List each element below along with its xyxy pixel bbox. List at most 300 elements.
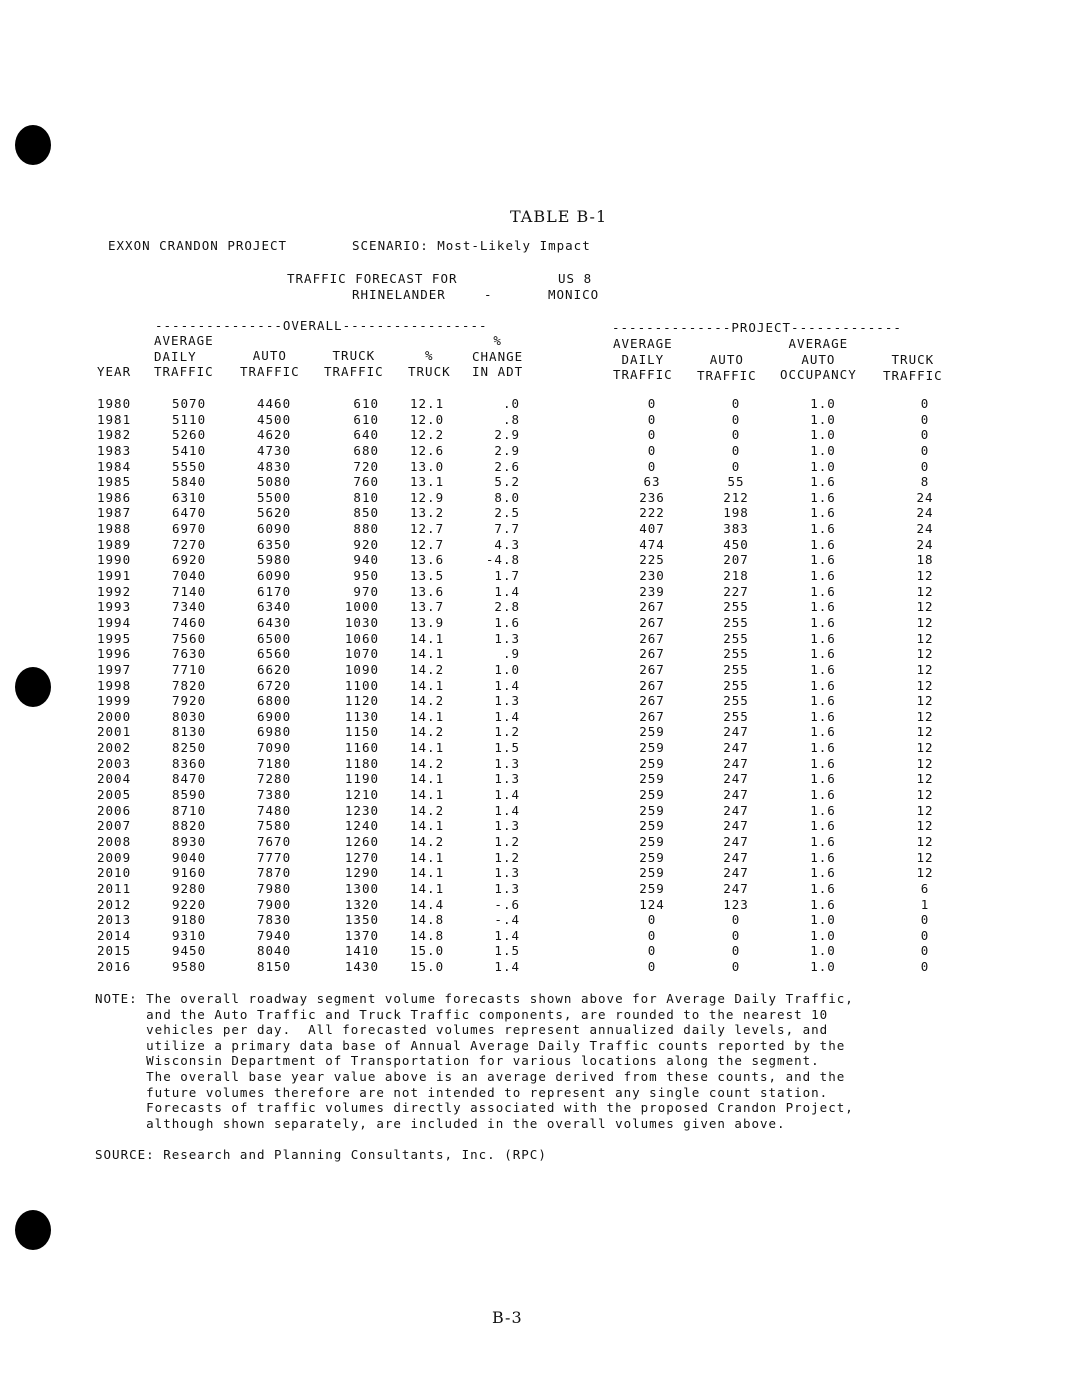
- forecast-table-body: [0, 396, 1069, 975]
- cell-auto-traffic: 6090: [257, 521, 292, 537]
- header-auto-traffic: AUTO TRAFFIC: [240, 348, 300, 379]
- cell-percent-change-adt: 1.5: [494, 740, 520, 756]
- cell-percent-truck: 13.6: [410, 552, 445, 568]
- cell-project-average-auto-occupancy: 1.6: [810, 802, 836, 818]
- cell-average-daily-traffic: 7340: [172, 599, 207, 615]
- cell-average-daily-traffic: 7710: [172, 661, 207, 677]
- cell-project-truck-traffic: 24: [916, 521, 934, 537]
- cell-year: 1991: [97, 568, 132, 584]
- cell-percent-change-adt: 1.2: [494, 833, 520, 849]
- cell-project-average-auto-occupancy: 1.6: [810, 708, 836, 724]
- cell-year: 1999: [97, 693, 132, 709]
- cell-average-daily-traffic: 7270: [172, 536, 207, 552]
- cell-project-auto-traffic: 247: [723, 755, 749, 771]
- cell-project-average-daily-traffic: 267: [639, 693, 665, 709]
- header-project-average-daily-traffic: AVERAGE DAILY TRAFFIC: [613, 336, 673, 382]
- cell-auto-traffic: 4730: [257, 442, 292, 458]
- table-row: [0, 803, 1069, 819]
- cell-truck-traffic: 720: [353, 458, 379, 474]
- table-row: [0, 662, 1069, 678]
- cell-average-daily-traffic: 8130: [172, 724, 207, 740]
- cell-project-average-daily-traffic: 267: [639, 661, 665, 677]
- cell-auto-traffic: 5080: [257, 474, 292, 490]
- cell-project-truck-traffic: 12: [916, 646, 934, 662]
- cell-project-auto-traffic: 255: [723, 599, 749, 615]
- cell-average-daily-traffic: 8360: [172, 755, 207, 771]
- table-row: [0, 552, 1069, 568]
- cell-project-average-daily-traffic: 0: [647, 943, 657, 959]
- cell-project-average-daily-traffic: 407: [639, 521, 665, 537]
- header-year: YEAR: [97, 364, 132, 379]
- table-row: [0, 740, 1069, 756]
- cell-project-truck-traffic: 18: [916, 552, 934, 568]
- cell-project-auto-traffic: 55: [727, 474, 745, 490]
- cell-auto-traffic: 8150: [257, 959, 292, 975]
- cell-year: 1995: [97, 630, 132, 646]
- cell-average-daily-traffic: 6310: [172, 489, 207, 505]
- cell-project-auto-traffic: 255: [723, 708, 749, 724]
- cell-percent-truck: 12.7: [410, 521, 445, 537]
- cell-average-daily-traffic: 7140: [172, 583, 207, 599]
- table-row: [0, 412, 1069, 428]
- forecast-start-location: RHINELANDER: [352, 287, 446, 302]
- cell-auto-traffic: 8040: [257, 943, 292, 959]
- cell-auto-traffic: 6620: [257, 661, 292, 677]
- cell-auto-traffic: 7380: [257, 787, 292, 803]
- cell-percent-change-adt: 4.3: [494, 536, 520, 552]
- cell-percent-truck: 12.9: [410, 489, 445, 505]
- cell-project-truck-traffic: 12: [916, 833, 934, 849]
- route-name: US 8: [558, 271, 593, 286]
- cell-project-truck-traffic: 24: [916, 536, 934, 552]
- cell-project-auto-traffic: 247: [723, 724, 749, 740]
- cell-year: 2015: [97, 943, 132, 959]
- cell-percent-change-adt: 2.5: [494, 505, 520, 521]
- cell-percent-change-adt: 1.3: [494, 818, 520, 834]
- cell-percent-truck: 12.1: [410, 396, 445, 411]
- cell-auto-traffic: 4620: [257, 427, 292, 443]
- cell-percent-truck: 14.1: [410, 771, 445, 787]
- cell-project-auto-traffic: 247: [723, 740, 749, 756]
- cell-project-average-daily-traffic: 267: [639, 677, 665, 693]
- cell-project-average-daily-traffic: 0: [647, 442, 657, 458]
- cell-project-auto-traffic: 247: [723, 802, 749, 818]
- cell-project-average-auto-occupancy: 1.0: [810, 943, 836, 959]
- cell-project-truck-traffic: 1: [920, 896, 930, 912]
- table-row: [0, 771, 1069, 787]
- cell-auto-traffic: 6900: [257, 708, 292, 724]
- cell-project-truck-traffic: 12: [916, 724, 934, 740]
- cell-percent-truck: 13.7: [410, 599, 445, 615]
- cell-project-average-auto-occupancy: 1.6: [810, 552, 836, 568]
- table-row: [0, 521, 1069, 537]
- cell-truck-traffic: 610: [353, 396, 379, 411]
- cell-truck-traffic: 940: [353, 552, 379, 568]
- cell-year: 1983: [97, 442, 132, 458]
- cell-project-auto-traffic: 255: [723, 693, 749, 709]
- table-row: [0, 724, 1069, 740]
- source-line: SOURCE: Research and Planning Consultants, Inc. (RPC): [95, 1147, 547, 1162]
- cell-auto-traffic: 7480: [257, 802, 292, 818]
- cell-project-average-daily-traffic: 259: [639, 724, 665, 740]
- cell-year: 2002: [97, 740, 132, 756]
- cell-project-truck-traffic: 24: [916, 505, 934, 521]
- cell-average-daily-traffic: 5110: [172, 411, 207, 427]
- cell-project-average-daily-traffic: 259: [639, 771, 665, 787]
- table-title: TABLE B-1: [510, 207, 608, 226]
- cell-truck-traffic: 1350: [344, 912, 379, 928]
- cell-percent-change-adt: 1.4: [494, 787, 520, 803]
- cell-average-daily-traffic: 5840: [172, 474, 207, 490]
- cell-project-average-daily-traffic: 259: [639, 802, 665, 818]
- note-line: Forecasts of traffic volumes directly associated with the proposed Crandon Project,: [95, 1100, 854, 1116]
- table-row: [0, 959, 1069, 975]
- cell-percent-truck: 14.2: [410, 661, 445, 677]
- cell-year: 2008: [97, 833, 132, 849]
- table-row: [0, 693, 1069, 709]
- cell-percent-change-adt: 1.4: [494, 959, 520, 975]
- cell-project-truck-traffic: 12: [916, 708, 934, 724]
- table-row: [0, 897, 1069, 913]
- cell-project-average-auto-occupancy: 1.0: [810, 912, 836, 928]
- cell-truck-traffic: 1370: [344, 927, 379, 943]
- cell-project-auto-traffic: 255: [723, 677, 749, 693]
- cell-year: 2010: [97, 865, 132, 881]
- cell-percent-change-adt: 8.0: [494, 489, 520, 505]
- cell-project-average-auto-occupancy: 1.6: [810, 755, 836, 771]
- cell-auto-traffic: 7090: [257, 740, 292, 756]
- cell-percent-truck: 12.6: [410, 442, 445, 458]
- cell-percent-truck: 13.9: [410, 614, 445, 630]
- note-line: NOTE: The overall roadway segment volume forecasts shown above for Average Daily Traffic,: [95, 991, 854, 1006]
- cell-average-daily-traffic: 8470: [172, 771, 207, 787]
- cell-percent-truck: 14.2: [410, 693, 445, 709]
- cell-project-average-daily-traffic: 0: [647, 927, 657, 943]
- cell-project-average-auto-occupancy: 1.6: [810, 583, 836, 599]
- cell-project-average-auto-occupancy: 1.0: [810, 411, 836, 427]
- cell-auto-traffic: 6340: [257, 599, 292, 615]
- cell-average-daily-traffic: 5550: [172, 458, 207, 474]
- cell-project-auto-traffic: 247: [723, 818, 749, 834]
- cell-year: 1993: [97, 599, 132, 615]
- cell-truck-traffic: 1160: [344, 740, 379, 756]
- cell-auto-traffic: 7280: [257, 771, 292, 787]
- cell-project-auto-traffic: 218: [723, 568, 749, 584]
- cell-project-average-daily-traffic: 0: [647, 396, 657, 411]
- note-line: although shown separately, are included in the overall volumes given above.: [95, 1115, 786, 1131]
- cell-project-average-auto-occupancy: 1.6: [810, 677, 836, 693]
- cell-auto-traffic: 7830: [257, 912, 292, 928]
- table-row: [0, 912, 1069, 928]
- cell-year: 2014: [97, 927, 132, 943]
- cell-percent-change-adt: 1.4: [494, 927, 520, 943]
- cell-percent-truck: 14.1: [410, 646, 445, 662]
- cell-percent-change-adt: 5.2: [494, 474, 520, 490]
- cell-percent-change-adt: 1.7: [494, 568, 520, 584]
- cell-average-daily-traffic: 8250: [172, 740, 207, 756]
- cell-percent-change-adt: -4.8: [485, 552, 520, 568]
- note-line: and the Auto Traffic and Truck Traffic components, are rounded to the nearest 10: [95, 1006, 829, 1022]
- cell-project-average-daily-traffic: 0: [647, 427, 657, 443]
- cell-truck-traffic: 1180: [344, 755, 379, 771]
- note-line: vehicles per day. All forecasted volumes represent annualized daily levels, and: [95, 1022, 829, 1038]
- cell-year: 1996: [97, 646, 132, 662]
- cell-percent-change-adt: 7.7: [494, 521, 520, 537]
- cell-project-auto-traffic: 0: [731, 959, 741, 975]
- cell-project-auto-traffic: 0: [731, 427, 741, 443]
- cell-percent-change-adt: .8: [502, 411, 520, 427]
- cell-truck-traffic: 1410: [344, 943, 379, 959]
- cell-auto-traffic: 5500: [257, 489, 292, 505]
- cell-project-truck-traffic: 12: [916, 677, 934, 693]
- cell-project-truck-traffic: 12: [916, 630, 934, 646]
- cell-year: 1994: [97, 614, 132, 630]
- cell-project-truck-traffic: 0: [920, 396, 930, 411]
- cell-truck-traffic: 880: [353, 521, 379, 537]
- cell-project-truck-traffic: 12: [916, 583, 934, 599]
- cell-percent-change-adt: .9: [502, 646, 520, 662]
- cell-percent-change-adt: 1.4: [494, 583, 520, 599]
- cell-average-daily-traffic: 9280: [172, 880, 207, 896]
- cell-average-daily-traffic: 7460: [172, 614, 207, 630]
- cell-project-average-auto-occupancy: 1.6: [810, 880, 836, 896]
- cell-percent-truck: 14.2: [410, 724, 445, 740]
- cell-project-average-daily-traffic: 267: [639, 646, 665, 662]
- cell-percent-truck: 14.1: [410, 880, 445, 896]
- header-project-auto-traffic: AUTO TRAFFIC: [697, 352, 757, 383]
- note-line: The overall base year value above is an average derived from these counts, and the: [95, 1068, 846, 1084]
- cell-average-daily-traffic: 6920: [172, 552, 207, 568]
- scenario-label: SCENARIO: Most-Likely Impact: [352, 238, 591, 253]
- cell-percent-truck: 15.0: [410, 959, 445, 975]
- cell-project-auto-traffic: 450: [723, 536, 749, 552]
- cell-auto-traffic: 7900: [257, 896, 292, 912]
- cell-truck-traffic: 1240: [344, 818, 379, 834]
- cell-project-truck-traffic: 12: [916, 849, 934, 865]
- cell-project-auto-traffic: 207: [723, 552, 749, 568]
- table-row: [0, 584, 1069, 600]
- cell-percent-change-adt: -.6: [494, 896, 520, 912]
- cell-project-truck-traffic: 6: [920, 880, 930, 896]
- cell-auto-traffic: 6090: [257, 568, 292, 584]
- cell-project-average-auto-occupancy: 1.6: [810, 833, 836, 849]
- cell-project-truck-traffic: 12: [916, 740, 934, 756]
- cell-auto-traffic: 7980: [257, 880, 292, 896]
- cell-project-truck-traffic: 12: [916, 818, 934, 834]
- cell-project-truck-traffic: 0: [920, 427, 930, 443]
- cell-auto-traffic: 5980: [257, 552, 292, 568]
- cell-percent-change-adt: 2.9: [494, 442, 520, 458]
- cell-auto-traffic: 4500: [257, 411, 292, 427]
- cell-percent-change-adt: 1.4: [494, 677, 520, 693]
- cell-year: 1990: [97, 552, 132, 568]
- cell-project-average-daily-traffic: 259: [639, 880, 665, 896]
- cell-average-daily-traffic: 5260: [172, 427, 207, 443]
- cell-percent-change-adt: 1.3: [494, 771, 520, 787]
- cell-project-average-auto-occupancy: 1.6: [810, 646, 836, 662]
- cell-project-average-auto-occupancy: 1.6: [810, 536, 836, 552]
- cell-average-daily-traffic: 9180: [172, 912, 207, 928]
- cell-project-auto-traffic: 247: [723, 849, 749, 865]
- cell-truck-traffic: 1070: [344, 646, 379, 662]
- cell-auto-traffic: 6350: [257, 536, 292, 552]
- cell-percent-change-adt: .0: [502, 396, 520, 411]
- cell-truck-traffic: 1430: [344, 959, 379, 975]
- cell-project-auto-traffic: 247: [723, 880, 749, 896]
- punch-hole-bottom: [15, 1210, 51, 1250]
- cell-project-average-auto-occupancy: 1.0: [810, 959, 836, 975]
- cell-percent-truck: 12.0: [410, 411, 445, 427]
- cell-year: 2007: [97, 818, 132, 834]
- cell-truck-traffic: 610: [353, 411, 379, 427]
- cell-project-average-daily-traffic: 222: [639, 505, 665, 521]
- cell-percent-truck: 14.1: [410, 677, 445, 693]
- cell-project-auto-traffic: 255: [723, 614, 749, 630]
- cell-percent-truck: 14.8: [410, 912, 445, 928]
- table-row: [0, 443, 1069, 459]
- cell-year: 1984: [97, 458, 132, 474]
- forecast-end-location: MONICO: [548, 287, 600, 302]
- cell-auto-traffic: 7770: [257, 849, 292, 865]
- cell-auto-traffic: 6800: [257, 693, 292, 709]
- cell-truck-traffic: 1100: [344, 677, 379, 693]
- cell-percent-change-adt: 1.6: [494, 614, 520, 630]
- cell-project-truck-traffic: 0: [920, 458, 930, 474]
- overall-section-banner: ---------------OVERALL-----------------: [155, 318, 488, 333]
- cell-project-average-auto-occupancy: 1.6: [810, 771, 836, 787]
- cell-truck-traffic: 1270: [344, 849, 379, 865]
- cell-auto-traffic: 4830: [257, 458, 292, 474]
- cell-project-auto-traffic: 255: [723, 630, 749, 646]
- cell-truck-traffic: 1260: [344, 833, 379, 849]
- cell-truck-traffic: 680: [353, 442, 379, 458]
- cell-truck-traffic: 1120: [344, 693, 379, 709]
- table-row: [0, 756, 1069, 772]
- cell-truck-traffic: 1150: [344, 724, 379, 740]
- cell-year: 2006: [97, 802, 132, 818]
- cell-average-daily-traffic: 5410: [172, 442, 207, 458]
- cell-year: 2004: [97, 771, 132, 787]
- table-row: [0, 850, 1069, 866]
- cell-project-average-auto-occupancy: 1.6: [810, 849, 836, 865]
- cell-auto-traffic: 7580: [257, 818, 292, 834]
- table-row: [0, 865, 1069, 881]
- cell-percent-truck: 14.1: [410, 740, 445, 756]
- cell-truck-traffic: 1030: [344, 614, 379, 630]
- header-percent-truck: % TRUCK: [408, 348, 451, 379]
- cell-year: 1988: [97, 521, 132, 537]
- cell-percent-change-adt: 1.5: [494, 943, 520, 959]
- cell-truck-traffic: 1000: [344, 599, 379, 615]
- cell-project-average-auto-occupancy: 1.6: [810, 614, 836, 630]
- cell-percent-truck: 13.2: [410, 505, 445, 521]
- table-row: [0, 678, 1069, 694]
- punch-hole-top: [15, 125, 51, 165]
- table-row: [0, 459, 1069, 475]
- cell-project-auto-traffic: 198: [723, 505, 749, 521]
- cell-auto-traffic: 6430: [257, 614, 292, 630]
- cell-truck-traffic: 850: [353, 505, 379, 521]
- cell-project-average-auto-occupancy: 1.6: [810, 489, 836, 505]
- cell-auto-traffic: 5620: [257, 505, 292, 521]
- cell-project-auto-traffic: 383: [723, 521, 749, 537]
- cell-project-truck-traffic: 0: [920, 959, 930, 975]
- cell-auto-traffic: 6170: [257, 583, 292, 599]
- cell-year: 2000: [97, 708, 132, 724]
- cell-truck-traffic: 970: [353, 583, 379, 599]
- cell-auto-traffic: 7870: [257, 865, 292, 881]
- cell-average-daily-traffic: 5070: [172, 396, 207, 411]
- cell-project-average-auto-occupancy: 1.6: [810, 787, 836, 803]
- cell-percent-truck: 13.6: [410, 583, 445, 599]
- cell-average-daily-traffic: 8930: [172, 833, 207, 849]
- cell-truck-traffic: 1060: [344, 630, 379, 646]
- cell-project-truck-traffic: 12: [916, 599, 934, 615]
- cell-year: 2011: [97, 880, 132, 896]
- cell-year: 1998: [97, 677, 132, 693]
- cell-project-average-auto-occupancy: 1.6: [810, 599, 836, 615]
- cell-project-average-auto-occupancy: 1.0: [810, 927, 836, 943]
- cell-auto-traffic: 6720: [257, 677, 292, 693]
- cell-percent-truck: 14.1: [410, 708, 445, 724]
- cell-percent-truck: 14.2: [410, 833, 445, 849]
- header-project-truck-traffic: TRUCK TRAFFIC: [883, 352, 943, 383]
- forecast-dash: -: [484, 287, 493, 302]
- cell-project-average-daily-traffic: 267: [639, 614, 665, 630]
- cell-percent-change-adt: 1.3: [494, 693, 520, 709]
- page-number: B-3: [492, 1308, 523, 1327]
- cell-project-auto-traffic: 0: [731, 442, 741, 458]
- table-row: [0, 881, 1069, 897]
- table-row: [0, 505, 1069, 521]
- cell-project-average-auto-occupancy: 1.0: [810, 396, 836, 411]
- cell-average-daily-traffic: 6970: [172, 521, 207, 537]
- cell-percent-change-adt: 1.2: [494, 849, 520, 865]
- cell-project-average-daily-traffic: 0: [647, 411, 657, 427]
- cell-year: 2009: [97, 849, 132, 865]
- cell-year: 1981: [97, 411, 132, 427]
- cell-percent-truck: 12.2: [410, 427, 445, 443]
- cell-project-average-auto-occupancy: 1.6: [810, 693, 836, 709]
- cell-project-auto-traffic: 0: [731, 927, 741, 943]
- cell-project-average-daily-traffic: 259: [639, 787, 665, 803]
- cell-percent-truck: 14.4: [410, 896, 445, 912]
- forecast-heading: TRAFFIC FORECAST FOR: [287, 271, 458, 286]
- cell-average-daily-traffic: 9310: [172, 927, 207, 943]
- cell-project-average-auto-occupancy: 1.0: [810, 427, 836, 443]
- cell-average-daily-traffic: 9450: [172, 943, 207, 959]
- cell-project-auto-traffic: 255: [723, 661, 749, 677]
- cell-project-average-auto-occupancy: 1.6: [810, 505, 836, 521]
- cell-truck-traffic: 1210: [344, 787, 379, 803]
- cell-project-truck-traffic: 12: [916, 755, 934, 771]
- cell-project-average-daily-traffic: 63: [643, 474, 661, 490]
- cell-project-auto-traffic: 247: [723, 865, 749, 881]
- cell-percent-change-adt: 1.0: [494, 661, 520, 677]
- cell-project-average-auto-occupancy: 1.0: [810, 442, 836, 458]
- cell-year: 1985: [97, 474, 132, 490]
- cell-truck-traffic: 920: [353, 536, 379, 552]
- cell-truck-traffic: 1300: [344, 880, 379, 896]
- cell-year: 2003: [97, 755, 132, 771]
- cell-percent-truck: 12.7: [410, 536, 445, 552]
- cell-project-average-daily-traffic: 259: [639, 865, 665, 881]
- cell-percent-change-adt: 1.3: [494, 755, 520, 771]
- cell-truck-traffic: 1190: [344, 771, 379, 787]
- table-row: [0, 490, 1069, 506]
- cell-project-average-auto-occupancy: 1.6: [810, 896, 836, 912]
- cell-percent-truck: 14.1: [410, 787, 445, 803]
